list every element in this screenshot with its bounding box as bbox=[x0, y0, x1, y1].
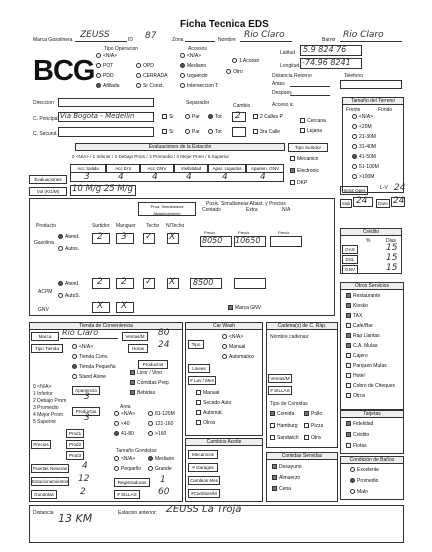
separador-label: Separador bbox=[186, 100, 210, 106]
registradoras-value[interactable]: 1 bbox=[160, 475, 166, 485]
servicio-label: Restaurante bbox=[353, 293, 381, 299]
tienda-scale-label: 3 Promedio bbox=[33, 405, 59, 411]
id-label: ID bbox=[128, 37, 133, 43]
tipo-op-opt-srconst[interactable]: Sr Const. bbox=[136, 83, 164, 90]
servicio-item[interactable] bbox=[346, 293, 380, 300]
cambio-label: Cambio bbox=[233, 103, 251, 109]
servicio-checkbox[interactable] bbox=[346, 363, 351, 368]
dom-label: Dom bbox=[376, 199, 390, 208]
secund-tot[interactable]: Tot bbox=[208, 129, 222, 136]
banos-malo[interactable]: Malo bbox=[350, 489, 368, 496]
comida-opt-3[interactable]: Pizza bbox=[304, 423, 323, 430]
car-wash-item-auto[interactable]: Automát. bbox=[196, 410, 223, 417]
servicio-item[interactable] bbox=[346, 343, 377, 350]
gasolina-precio-label-2: Precio bbox=[238, 230, 250, 235]
credito-dias-label: Dias bbox=[386, 238, 397, 244]
apariencia-label: Apariencia bbox=[72, 386, 100, 395]
credito-row-gnv: GNV bbox=[342, 265, 358, 274]
latitud-value[interactable]: 5.9 824 76 bbox=[303, 45, 347, 54]
tarjetas-header: Tarjetas bbox=[340, 410, 404, 418]
tienda-sillas-label: # SILLAS bbox=[114, 490, 140, 499]
secundario-label: C. Secund. bbox=[33, 131, 58, 137]
estacionamientos-label: Estacionamientos bbox=[32, 479, 69, 484]
antes-label: Antes bbox=[272, 81, 285, 87]
car-wash-item-manual[interactable]: Manual bbox=[196, 390, 219, 397]
marca-value[interactable]: ZEUSS bbox=[80, 30, 110, 40]
comida-opt-0[interactable]: Comida bbox=[270, 411, 294, 418]
gasolina-label: Gasolina bbox=[34, 240, 54, 246]
gasolina-precio-label-1: Precio bbox=[204, 230, 216, 235]
prod-col-producto: Producto bbox=[36, 223, 57, 229]
terreno-opt-0[interactable]: <N/A> bbox=[352, 114, 373, 121]
acpm-label: ACPM bbox=[38, 289, 53, 295]
area-opt-2[interactable]: 41-80 bbox=[114, 431, 134, 438]
nombre-label: Nombre bbox=[218, 37, 236, 43]
terreno-opt-1[interactable]: <20M bbox=[352, 124, 372, 131]
terreno-opt-5[interactable]: 51-100M bbox=[352, 164, 379, 171]
principal-label: C. Principal bbox=[33, 116, 59, 122]
car-wash-tipo-label: Tipo bbox=[188, 340, 204, 349]
despues-label: Despues bbox=[272, 90, 292, 96]
lineas-label: Lineas bbox=[188, 364, 210, 373]
precios-label: Precios bbox=[31, 440, 51, 449]
secund-par[interactable]: Par bbox=[185, 129, 200, 136]
car-wash-opt-1[interactable]: Manual bbox=[222, 344, 245, 351]
servicio-label: Kiosko bbox=[353, 303, 369, 309]
terreno-opt-6[interactable]: >100M bbox=[352, 174, 374, 181]
tienda-tipo-opt-3[interactable]: Stand Alone bbox=[72, 374, 106, 381]
servicio-checkbox[interactable] bbox=[346, 313, 351, 318]
tipo-operacion-label: Tipo Operacion bbox=[104, 46, 138, 52]
gasolina-techo[interactable]: ✓ bbox=[145, 232, 153, 242]
telefono-label: Telefono bbox=[344, 73, 363, 79]
gnv-label: GNV bbox=[38, 307, 49, 313]
fondo-label: Fondo bbox=[378, 107, 393, 113]
tienda-scale-label: 2 Debajo Prom bbox=[33, 398, 67, 404]
eval-col-1: Acc Ent bbox=[106, 164, 140, 173]
tamano-opt-2[interactable]: Mediano bbox=[148, 456, 174, 463]
servicio-checkbox[interactable] bbox=[346, 333, 351, 338]
tienda-scale-label: 0 <N/A> bbox=[33, 384, 52, 390]
evaluaciones-scale: 0 <N/A> / 1 Inferior / 2 Debajo Prom / 3 Promedio / 4 Mejor Prom / 5 Superior bbox=[72, 154, 230, 159]
tipo-comidas-label: Tipo de Comidas bbox=[270, 401, 308, 407]
tienda-scale-label: 5 Superior bbox=[33, 419, 57, 425]
comida-cena[interactable]: Cena bbox=[272, 486, 291, 493]
tienda-tipo-opt-2[interactable]: Tienda Pequeña bbox=[72, 364, 116, 371]
acpm-manguer[interactable]: 2 bbox=[121, 277, 127, 287]
principal-tot[interactable]: Tot bbox=[208, 114, 222, 121]
frente-label: Frente bbox=[346, 107, 361, 113]
servicio-checkbox[interactable] bbox=[346, 303, 351, 308]
comida-almuerzo[interactable]: Almuerzo bbox=[272, 475, 300, 482]
estacion-anterior-label: Estacion anterior: bbox=[118, 510, 157, 516]
servicio-label: TAX bbox=[353, 313, 363, 319]
servicio-checkbox[interactable] bbox=[346, 383, 351, 388]
tienda-marca-label: Marca bbox=[31, 332, 59, 341]
tarjeta-fidelidad[interactable]: Fidelidad bbox=[346, 421, 373, 428]
comidas-servidas-header: Comidas Servidas bbox=[266, 452, 338, 460]
cambios-mes-label: Cambios Mes bbox=[189, 478, 219, 483]
credito-header: Crédito bbox=[340, 228, 402, 236]
acpm-surtidor[interactable]: 2 bbox=[97, 277, 103, 287]
accesos-opt-mediano[interactable]: Mediano bbox=[180, 63, 206, 70]
credito-gnv-dias[interactable]: 15 bbox=[386, 263, 398, 273]
eval-col-5: Aparien. GNV bbox=[246, 164, 284, 173]
eval-val-3[interactable]: 4 bbox=[186, 172, 192, 182]
principal-si[interactable]: Si bbox=[162, 114, 173, 121]
servicio-label: Rap Llantas bbox=[353, 333, 380, 339]
nombre-cadenas-label: Nombre cadenas: bbox=[270, 334, 310, 340]
prod-simult-header: Prod. Simultaneos Abastecimiento bbox=[138, 202, 196, 216]
distancia-retorno-label: Distancia Retorno bbox=[272, 73, 312, 79]
prod-col-surtidor: Surtidor bbox=[92, 223, 110, 229]
acpm-autos[interactable]: AutoS. bbox=[58, 293, 80, 300]
lv-label: L-V bbox=[380, 185, 388, 191]
zona-label: Zona bbox=[172, 37, 184, 43]
terreno-opt-4[interactable]: 41-50M bbox=[352, 154, 376, 161]
prod2-label: Prod2 bbox=[66, 440, 84, 449]
tienda-tipo-label: Tipo Tienda bbox=[31, 344, 63, 353]
accesos-opt-na[interactable]: <N/A> bbox=[180, 53, 201, 60]
acceso-a-label: Acceso a: bbox=[272, 102, 294, 108]
cadena-header: Cadena(s) de C. Ráp. bbox=[266, 322, 338, 330]
tipo-op-opt-pot[interactable]: POT bbox=[96, 63, 113, 70]
prod-licor[interactable]: Licor / Vino bbox=[130, 370, 162, 377]
eval-col-0: Acc Salida bbox=[70, 164, 106, 173]
gondolas-label: Gondolas bbox=[31, 490, 57, 499]
gasolina-ntecho[interactable]: X bbox=[169, 232, 176, 242]
bcg-logo: BCG bbox=[33, 55, 95, 87]
accesos-opt-interseccion[interactable]: Interseccion T bbox=[180, 83, 218, 90]
estacion-anterior-value[interactable]: ZEUSS La Troja bbox=[166, 504, 242, 515]
servicio-checkbox[interactable] bbox=[346, 393, 351, 398]
banos-header: Condición de Baños bbox=[340, 456, 404, 464]
car-wash-opt-2[interactable]: Automatico bbox=[222, 354, 254, 361]
tamano-terreno-header: Tamaño del Terreno bbox=[342, 97, 404, 105]
tipo-op-opt-afiliada[interactable]: Afiliada bbox=[96, 83, 119, 90]
terreno-opt-2[interactable]: 21-30M bbox=[352, 134, 376, 141]
tienda-marca-value[interactable]: Rio Claro bbox=[62, 328, 99, 337]
nombre-value[interactable]: Rio Claro bbox=[244, 30, 285, 40]
marca-label: Marca Gasolinera bbox=[33, 37, 73, 43]
lv-value[interactable]: 24 bbox=[394, 183, 406, 193]
comida-opt-4[interactable]: Sandwich bbox=[270, 435, 299, 442]
posic-simult-header: Posic. Simultaneas Abast. y Precios bbox=[206, 201, 286, 207]
servicio-item[interactable] bbox=[346, 383, 395, 390]
credito-row-gas: GAS bbox=[342, 245, 358, 254]
tipo-op-opt-na[interactable]: <N/A> bbox=[96, 53, 117, 60]
credito-row-dsl: DSL bbox=[342, 255, 358, 264]
servicio-label: C.A. Mulas bbox=[353, 343, 378, 349]
acpm-contado[interactable]: 8500 bbox=[193, 278, 214, 287]
evaluaciones-row-label: Evaluaciones bbox=[29, 175, 67, 184]
servicio-label: Cajero bbox=[353, 353, 368, 359]
vol-label: Vol (KG/M) bbox=[29, 187, 67, 196]
eval-val-0[interactable]: 3 bbox=[84, 172, 90, 182]
credito-gas-dias[interactable]: 15 bbox=[386, 243, 398, 253]
evaluaciones-header: Evaluaciones de la Estación bbox=[75, 143, 285, 151]
servicio-item[interactable] bbox=[346, 353, 368, 360]
credito-dsl-dias[interactable]: 15 bbox=[386, 253, 398, 263]
servicio-item[interactable] bbox=[346, 393, 365, 400]
prod-col-contado: Contado bbox=[202, 207, 221, 213]
area-opt-5[interactable]: >160 bbox=[148, 431, 166, 438]
comida-opt-2[interactable]: Hamburg bbox=[270, 423, 298, 430]
comida-opt-5[interactable]: Otra bbox=[304, 435, 321, 442]
car-wash-header: Car Wash bbox=[185, 322, 263, 330]
surtidor-dkp[interactable]: DKP bbox=[290, 180, 307, 187]
apariencia-value[interactable]: 3 bbox=[84, 392, 90, 402]
servicio-item[interactable] bbox=[346, 303, 368, 310]
gasolina-manguer[interactable]: 3 bbox=[121, 232, 127, 242]
servicio-item[interactable] bbox=[346, 363, 387, 370]
car-wash-item-otros[interactable]: Otros bbox=[196, 420, 215, 427]
servicio-checkbox[interactable] bbox=[346, 343, 351, 348]
servicio-label: Otros bbox=[353, 393, 366, 399]
calles-p-check[interactable]: 2 Calles P bbox=[253, 114, 283, 121]
tienda-horas-value[interactable]: 24 bbox=[158, 340, 170, 350]
dom-value[interactable]: 24 bbox=[393, 196, 405, 206]
gasolina-precio-label-3: Precio bbox=[278, 230, 290, 235]
tamano-gondolas-label: Tamaño Gondolas bbox=[116, 448, 157, 454]
tamano-opt-3[interactable]: Grande bbox=[148, 466, 172, 473]
gasolina-surtidor[interactable]: 2 bbox=[97, 232, 103, 242]
prod3-label: Prod3 bbox=[66, 451, 84, 460]
page-title: Ficha Tecnica EDS bbox=[180, 19, 269, 30]
servicio-checkbox[interactable] bbox=[346, 353, 351, 358]
lejana-opt[interactable]: Lejana bbox=[300, 128, 322, 135]
tienda-scale-label: 1 Inferior bbox=[33, 391, 53, 397]
horas-oper-label: Horas Oper. bbox=[341, 188, 367, 193]
surtidor-mecanico[interactable]: Mecanico bbox=[290, 156, 318, 163]
tipo-surtidor-label: Tipo Surtidor bbox=[288, 143, 328, 152]
mecanicos-label: Mecanicos bbox=[188, 450, 218, 459]
tamano-opt-0[interactable]: <N/A> bbox=[114, 456, 135, 463]
area-label: Area bbox=[120, 404, 131, 410]
servicio-item[interactable] bbox=[346, 323, 373, 330]
prod-bebidas[interactable]: Bebidas bbox=[130, 390, 155, 397]
car-wash-item-secado[interactable]: Secado Auto bbox=[196, 400, 231, 407]
gasolina-contado[interactable]: 8050 bbox=[202, 236, 223, 245]
estacionamientos-value[interactable]: 12 bbox=[78, 474, 90, 484]
tercera-calle-check[interactable]: 3ra Calle bbox=[253, 129, 280, 136]
direccion-label: Direccion bbox=[33, 100, 54, 106]
distancia-label: Distancia bbox=[33, 510, 54, 516]
vol-value[interactable]: 10 M/g 25 M/g bbox=[72, 184, 133, 194]
barrio-value[interactable]: Rio Claro bbox=[343, 30, 384, 40]
servicio-label: Parqueo Mulas bbox=[353, 363, 387, 369]
servicio-item[interactable] bbox=[346, 333, 380, 340]
servicio-checkbox[interactable] bbox=[346, 373, 351, 378]
comida-opt-1[interactable]: Pollo bbox=[304, 411, 322, 418]
accesos-opt-1acceso[interactable]: 1 Acceso bbox=[232, 58, 259, 65]
id-value[interactable]: 87 bbox=[145, 31, 157, 41]
tienda-tipo-opt-0[interactable]: <N/A> bbox=[72, 344, 93, 351]
prod-col-extra: Extra bbox=[246, 207, 258, 213]
secund-si[interactable]: Si bbox=[162, 129, 173, 136]
eval-col-3: Visibilidad bbox=[174, 164, 208, 173]
principal-par[interactable]: Par bbox=[185, 114, 200, 121]
cadena-sillas-label: # SILLAS bbox=[268, 386, 292, 395]
servicio-item[interactable] bbox=[346, 373, 365, 380]
servicio-label: Hotel bbox=[353, 373, 365, 379]
marca-gnv-field[interactable]: Marca GNV bbox=[228, 305, 261, 312]
banos-promedio[interactable]: Promedio bbox=[350, 478, 378, 485]
longitud-label: Longitud bbox=[280, 63, 300, 69]
surtidor-electronic[interactable]: Electronic bbox=[290, 168, 319, 175]
productos-val-value[interactable]: 3 bbox=[84, 413, 90, 423]
servicio-checkbox[interactable] bbox=[346, 293, 351, 298]
eval-col-2: Acc GNV bbox=[140, 164, 174, 173]
eval-val-2[interactable]: 4 bbox=[152, 172, 158, 182]
prod-col-techo: Techo bbox=[146, 223, 160, 229]
banos-excelente[interactable]: Excelente bbox=[350, 467, 379, 474]
car-wash-opt-0[interactable]: <N/A> bbox=[222, 334, 243, 341]
credito-pct-label: % bbox=[366, 238, 371, 244]
sab-label: Sab bbox=[341, 201, 351, 206]
tienda-productos-header: Productos bbox=[138, 360, 168, 369]
tienda-header: Tienda de Conveniencia bbox=[29, 322, 183, 330]
servicio-label: Cobro de Cheques bbox=[353, 383, 395, 389]
tienda-scale-label: 4 Mejor Prom bbox=[33, 412, 64, 418]
prod-comidas[interactable]: Comidas Prep. bbox=[130, 380, 170, 387]
longitud-value[interactable]: -74.96 8241 bbox=[302, 58, 351, 67]
tienda-sillas-value[interactable]: 60 bbox=[158, 487, 170, 497]
area-opt-3[interactable]: 81-120M bbox=[148, 411, 175, 418]
sab-value[interactable]: 24 bbox=[356, 196, 368, 206]
puertas-value[interactable]: 4 bbox=[82, 461, 88, 471]
gnv-surtidor[interactable]: X bbox=[97, 301, 104, 311]
garajes-label: # Garages bbox=[188, 463, 218, 472]
registradoras-label: Registradoras bbox=[114, 478, 150, 487]
tipo-op-opt-opd[interactable]: OPD bbox=[136, 63, 154, 70]
acpm-techo[interactable]: ✓ bbox=[145, 277, 153, 287]
area-opt-1[interactable]: <40 bbox=[114, 421, 129, 428]
area-opt-0[interactable]: <N/A> bbox=[114, 411, 135, 418]
prod-col-ntecho: N/Techo bbox=[166, 223, 185, 229]
lav-mes-label: # Lav / Mes bbox=[188, 376, 216, 385]
barrio-label: Barrio bbox=[322, 37, 336, 43]
principal-cambio-num[interactable]: 2 bbox=[235, 111, 241, 121]
comida-desayuno[interactable]: Desayuno bbox=[272, 464, 302, 471]
cercana-opt[interactable]: Cercana bbox=[300, 118, 326, 125]
prod1-label: Prod1 bbox=[66, 429, 84, 438]
accesos-opt-izquierdo[interactable]: Izquierdo bbox=[180, 73, 208, 80]
tarjeta-credito[interactable]: Crédito bbox=[346, 432, 369, 439]
acpm-ntecho[interactable]: X bbox=[169, 277, 176, 287]
terreno-opt-3[interactable]: 31-40M bbox=[352, 144, 376, 151]
cambios-aceite-header: Cambios Aceite bbox=[185, 438, 263, 446]
gnv-manguer[interactable]: X bbox=[121, 301, 128, 311]
gasolina-extra[interactable]: 10650 bbox=[235, 236, 261, 245]
puertas-label: Puertas Neveras bbox=[32, 466, 68, 471]
area-opt-4[interactable]: 121-160 bbox=[148, 421, 173, 428]
accesos-label: Accesos bbox=[188, 46, 207, 52]
gasolina-autos[interactable]: Autos. bbox=[58, 246, 79, 253]
servicio-checkbox[interactable] bbox=[346, 323, 351, 328]
eval-val-5[interactable]: 4 bbox=[260, 172, 266, 182]
tarjeta-flotas[interactable]: Flotas bbox=[346, 443, 367, 450]
gasolina-atend[interactable]: Atend. bbox=[58, 234, 79, 241]
prod-col-na: N/A bbox=[282, 207, 291, 213]
cambios-m-label: #Cambios/M bbox=[188, 489, 220, 498]
tipo-op-opt-pdd[interactable]: PDD bbox=[96, 73, 114, 80]
latitud-label: Latitud bbox=[280, 50, 296, 56]
acpm-atend[interactable]: Atend. bbox=[58, 281, 79, 288]
servicio-item[interactable] bbox=[346, 313, 362, 320]
cadena-ventas-label: Ventas/M bbox=[268, 374, 292, 383]
productos-val-label: Productos bbox=[72, 407, 100, 416]
tienda-tipo-opt-1[interactable]: Tienda Conv. bbox=[72, 354, 108, 361]
otros-servicios-header: Otros Servicios bbox=[340, 282, 404, 290]
tienda-horas-label: Horas bbox=[128, 344, 148, 353]
tamano-opt-1[interactable]: Pequeño bbox=[114, 466, 141, 473]
prod-col-manguer: Manguer bbox=[116, 223, 136, 229]
tienda-ventas-value[interactable]: 80 bbox=[158, 328, 170, 338]
eval-val-4[interactable]: 4 bbox=[222, 172, 228, 182]
eval-val-1[interactable]: 4 bbox=[118, 172, 124, 182]
gondolas-value[interactable]: 2 bbox=[80, 487, 86, 497]
accesos-opt-otro[interactable]: Otro bbox=[226, 69, 243, 76]
principal-value[interactable]: Via Bogota - Medellin bbox=[60, 112, 135, 120]
tienda-ventas-label: Ventas/M bbox=[122, 332, 148, 341]
tipo-op-opt-cerrada[interactable]: CERRADA bbox=[136, 73, 167, 80]
eval-col-4: Apar. Liquidos bbox=[208, 164, 246, 173]
distancia-value[interactable]: 13 KM bbox=[58, 512, 93, 525]
servicio-label: Cafe/Bar bbox=[353, 323, 373, 329]
